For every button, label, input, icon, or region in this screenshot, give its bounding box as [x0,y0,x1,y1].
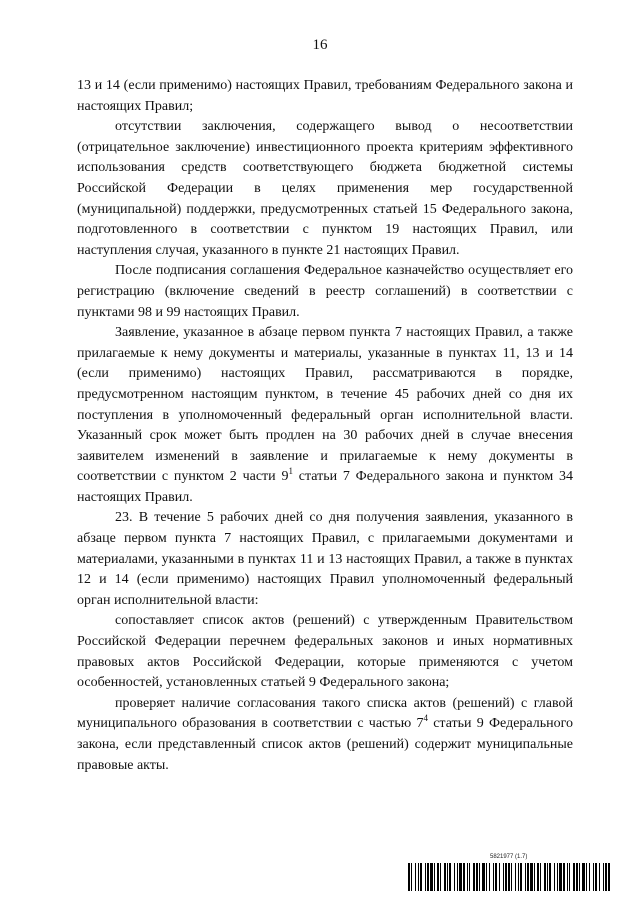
paragraph-continuation: 13 и 14 (если применимо) настоящих Правил, требованиям Федерального закона и настоящих Правил; [77,78,573,114]
paragraph-text: статьи 9 Федерального закона, если представленный список актов (решений) содержит муниципальные правовые акты. [77,716,574,773]
document-body [77,76,573,776]
paragraph-absence-of-conclusion: отсутствии заключения, содержащего вывод о несоответствии (отрицательное заключение) инвестиционного проекта критериям эффективного использования средств соответствующего бюджета бюджетной системы Российской Федерации в целях применения мер государственной (муниципальной) поддержки, предусмотренных статьей 15 Федерального закона, подготовленного в соответствии с пунктом 19 настоящих Правил, или наступления случая, указанного в пункте 21 настоящих Правил. [77,119,573,258]
document-footer [408,854,610,891]
paragraph-application-review [77,323,573,508]
paragraph-check-approval [77,694,573,776]
paragraph-text: Заявление, указанное в абзаце первом пункта 7 настоящих Правил, а также прилагаемые к нему документы и материалы, указанные в пунктах 11, 13 и 14 (если применимо) настоящих Правил, рассматриваются в порядке, предусмотренном настоящим пунктом, в течение 45 рабочих дней со дня их поступления в уполномоченный федеральный орган исполнительной власти. Указанный срок может быть продлен на 30 рабочих дней в случае внесения заявителем изменений в заявление и прилагаемые к нему документы в соответствии с пунктом 2 части 9 [77,325,573,485]
superscript: 4 [423,712,428,723]
page-number: 16 [312,37,328,53]
paragraph-text: проверяет наличие согласования такого списка актов (решений) с главой муниципального образования в соответствии с частью 7 [77,695,573,732]
superscript: 1 [288,465,293,476]
paragraph-item-23: 23. В течение 5 рабочих дней со дня получения заявления, указанного в абзаце первом пункта 7 настоящих Правил, с прилагаемыми документами и материалами, указанными в пунктах 11 и 13 настоящих Правил, а также в пунктах 12 и 14 (если применимо) настоящих Правил уполномоченный федеральный орган исполнительной власти: [77,510,573,608]
barcode-icon [408,863,610,891]
paragraph-text: статьи 7 Федерального закона и пунктом 34 настоящих Правил. [77,469,574,505]
paragraph-treasury-registration: После подписания соглашения Федеральное казначейство осуществляет его регистрацию (включение сведений в реестр соглашений) в соответствии с пунктами 98 и 99 настоящих Правил. [77,263,573,320]
paragraph-compare-acts-list: сопоставляет список актов (решений) с утвержденным Правительством Российской Федерации перечнем федеральных законов и иных нормативных правовых актов Российской Федерации, которые применяются с учетом особенностей, установленных статьей 9 Федерального закона; [77,613,573,691]
document-code: 5821977 (1.7) [490,854,528,860]
